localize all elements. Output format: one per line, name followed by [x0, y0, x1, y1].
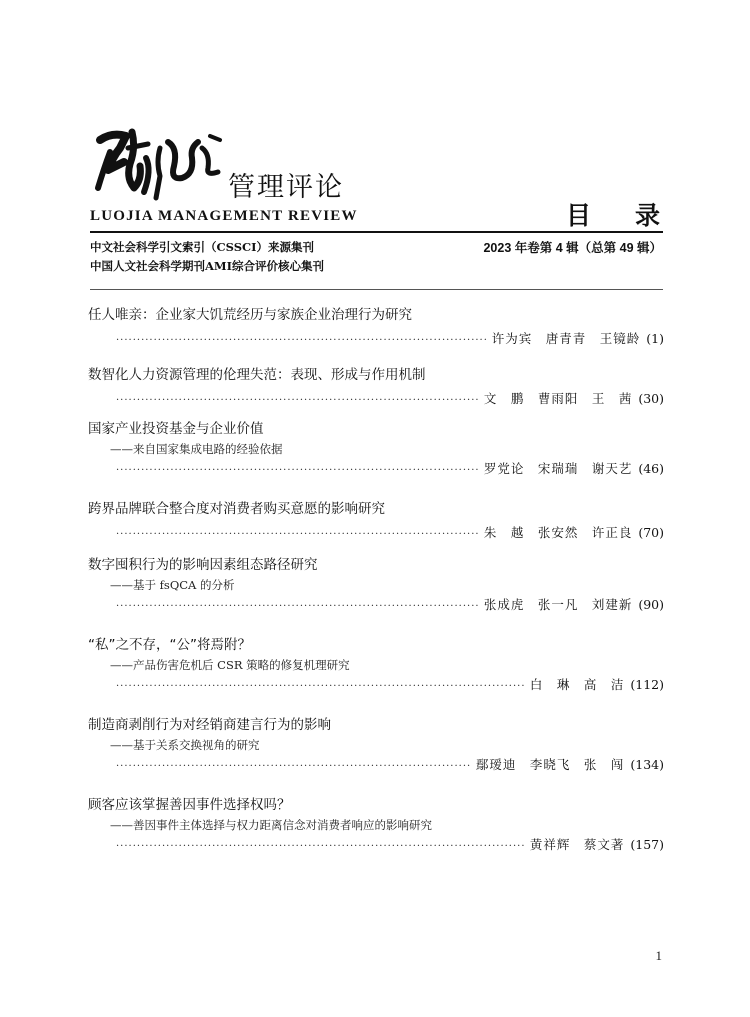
article-page: (46): [638, 461, 664, 476]
toc-leader-line: [116, 524, 664, 544]
article-page: (157): [630, 837, 664, 852]
toc-entry[interactable]: [88, 556, 664, 636]
article-title[interactable]: 跨界品牌联合整合度对消费者购买意愿的影响研究: [88, 501, 385, 517]
index-statement-ami: 中国人文社会科学期刊AMI综合评价核心集刊: [90, 259, 325, 273]
article-subtitle: ——产品伤害危机后 CSR 策略的修复机理研究: [110, 658, 350, 672]
toc-leader-line: [116, 596, 664, 616]
article-subtitle: ——来自国家集成电路的经验依据: [110, 442, 283, 456]
article-page: (90): [638, 597, 664, 612]
toc-leader-line: [116, 460, 664, 480]
article-page: (134): [630, 757, 664, 772]
toc-entry[interactable]: [88, 796, 664, 876]
toc-leader-line: [116, 756, 664, 776]
article-authors: 鄢瑷迪 李晓飞 张 闯: [475, 757, 625, 772]
journal-title-en: LUOJIA MANAGEMENT REVIEW: [90, 208, 358, 224]
article-page: (1): [646, 331, 664, 346]
article-authors: 罗党论 宋瑞瑞 谢天艺: [483, 461, 633, 476]
article-title[interactable]: 国家产业投资基金与企业价值: [88, 421, 264, 437]
article-authors: 许为宾 唐青青 王镜龄: [491, 331, 641, 346]
article-title[interactable]: 顾客应该掌握善因事件选择权吗？: [88, 797, 291, 813]
article-authors: 张成虎 张一凡 刘建新: [483, 597, 633, 612]
table-of-contents: [88, 306, 664, 876]
toc-entry[interactable]: [88, 306, 664, 366]
divider-rule: [90, 289, 663, 290]
page-number: 1: [655, 948, 662, 963]
article-subtitle: ——善因事件主体选择与权力距离信念对消费者响应的影响研究: [110, 818, 432, 832]
leader-dots: [116, 598, 478, 616]
leader-dots: [116, 838, 524, 856]
article-authors: 文 鹏 曹雨阳 王 茜: [483, 391, 633, 406]
leader-dots: [116, 462, 478, 480]
journal-logo-calligraphy: [90, 118, 230, 208]
article-page: (112): [630, 677, 664, 692]
contents-heading: 目录: [566, 201, 705, 230]
article-subtitle: ——基于 fsQCA 的分析: [110, 578, 235, 592]
article-authors: 朱 越 张安然 许正良: [483, 525, 633, 540]
toc-leader-line: [116, 390, 664, 410]
toc-entry[interactable]: [88, 716, 664, 796]
article-title[interactable]: 任人唯亲：企业家大饥荒经历与家族企业治理行为研究: [88, 307, 412, 323]
calligraphy-logo-icon: [90, 118, 230, 208]
leader-dots: [116, 526, 478, 544]
leader-dots: [116, 392, 478, 410]
article-page: (70): [638, 525, 664, 540]
toc-leader-line: [116, 676, 664, 696]
article-title[interactable]: 制造商剥削行为对经销商建言行为的影响: [88, 717, 331, 733]
index-statement-cssci: 中文社会科学引文索引（CSSCI）来源集刊: [90, 240, 315, 254]
article-title[interactable]: 数智化人力资源管理的伦理失范：表现、形成与作用机制: [88, 367, 426, 383]
journal-title-cn: 管理评论: [228, 172, 344, 203]
article-title[interactable]: 数字囤积行为的影响因素组态路径研究: [88, 557, 318, 573]
toc-entry[interactable]: [88, 366, 664, 420]
leader-dots: [116, 332, 486, 350]
leader-dots: [116, 758, 470, 776]
toc-entry[interactable]: [88, 420, 664, 500]
volume-issue: 2023 年卷第 4 辑（总第 49 辑）: [483, 241, 662, 255]
toc-entry[interactable]: [88, 636, 664, 716]
header-rule: [90, 231, 663, 233]
article-subtitle: ——基于关系交换视角的研究: [110, 738, 260, 752]
toc-entry[interactable]: [88, 500, 664, 556]
leader-dots: [116, 678, 524, 696]
article-title[interactable]: “私”之不存，“公”将焉附？: [88, 637, 251, 653]
article-authors: 白 琳 高 洁: [529, 677, 625, 692]
toc-leader-line: [116, 836, 664, 856]
article-page: (30): [638, 391, 664, 406]
toc-leader-line: [116, 330, 664, 350]
article-authors: 黄祥辉 蔡文著: [529, 837, 625, 852]
